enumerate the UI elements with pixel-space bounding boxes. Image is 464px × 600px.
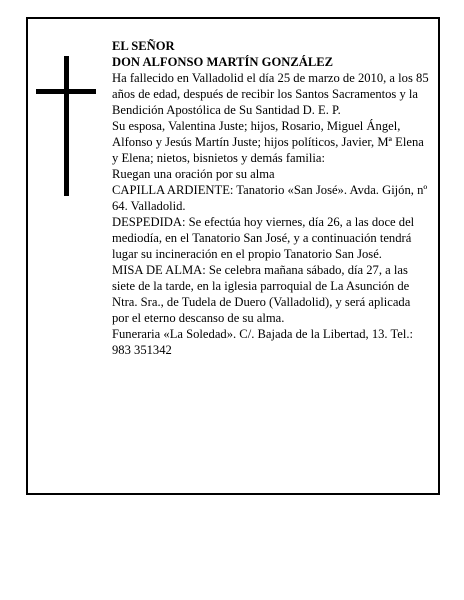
- family-list: Su esposa, Valentina Juste; hijos, Rosario, Miguel Ángel, Alfonso y Jesús Martín Juste; hijos políticos, Javier, Mª Elena y Elena; nietos, bisnietos y demás familia:: [112, 119, 424, 165]
- mass-info: MISA DE ALMA: Se celebra mañana sábado, día 27, a las siete de la tarde, en la iglesia parroquial de La Asunción de Ntra. Sra., de Tudela de Duero (Valladolid), y será aplicada por el eterno descanso de su alma.: [112, 263, 411, 325]
- funeral-home-info: Funeraria «La Soledad». C/. Bajada de la Libertad, 13. Tel.: 983 351342: [112, 327, 414, 357]
- death-announcement: Ha fallecido en Valladolid el día 25 de marzo de 2010, a los 85 años de edad, después de recibir los Santos Sacramentos y la Bendición Apostólica de Su Santidad D. E. P.: [112, 71, 429, 117]
- farewell-info: DESPEDIDA: Se efectúa hoy viernes, día 26, a las doce del mediodía, en el Tanatorio San José, y a continuación tendrá lugar su incineración en el propio Tanatorio San José.: [112, 215, 415, 261]
- cross-horizontal-bar: [36, 89, 96, 94]
- cross-icon: [36, 56, 96, 196]
- deceased-name: DON ALFONSO MARTÍN GONZÁLEZ: [112, 55, 334, 69]
- obituary-text: [112, 38, 430, 358]
- chapel-info: CAPILLA ARDIENTE: Tanatorio «San José». Avda. Gijón, nº 64. Valladolid.: [112, 183, 428, 213]
- prayer-request: Ruegan una oración por su alma: [112, 167, 275, 181]
- title-line-1: EL SEÑOR: [112, 39, 175, 53]
- cross-vertical-bar: [64, 56, 69, 196]
